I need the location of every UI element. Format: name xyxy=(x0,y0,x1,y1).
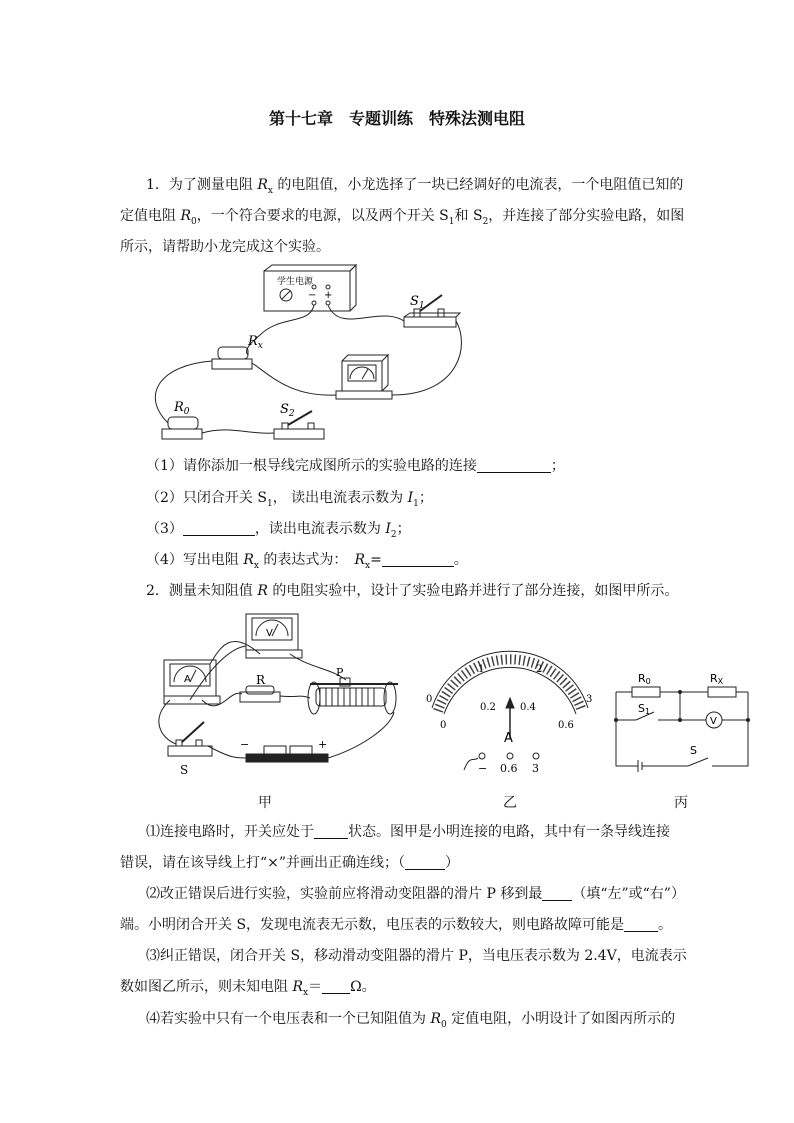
svg-text:3: 3 xyxy=(586,694,593,705)
svg-text:1: 1 xyxy=(478,664,485,675)
power-minus-label: − xyxy=(308,290,317,301)
answer-blank-1[interactable] xyxy=(477,458,551,473)
q1-sub-4: （4）写出电阻 $R_x$ 的表达式为： $R_x=$ 。 xyxy=(146,552,468,571)
caption-jia: 甲 xyxy=(258,795,272,811)
q2-part-3-line-2: 数如图乙所示，则未知电阻 $R_x= \Omega$。 xyxy=(120,979,376,998)
svg-text:0.6: 0.6 xyxy=(558,720,574,731)
svg-text:0.4: 0.4 xyxy=(520,702,536,713)
fig-a-p-label: P xyxy=(336,666,344,679)
svg-text:−: − xyxy=(478,762,488,775)
svg-text:RX: RX xyxy=(710,672,724,686)
svg-text:Rx: $R_x$ xyxy=(248,334,263,351)
q2-intro: 2．测量未知阻值 R 的电阻实验中，设计了实验电路并进行了部分连接，如图甲所示。 xyxy=(146,583,679,599)
fig-a-plus: + xyxy=(318,738,328,751)
svg-text:S1: $S_1$ xyxy=(410,294,425,311)
q1-sub-1: （1）请你添加一根导线完成图所示的实验电路的连接 ； xyxy=(146,458,565,474)
svg-text:0.6: 0.6 xyxy=(500,762,518,775)
svg-text:A: A xyxy=(184,674,191,685)
svg-text:S: S xyxy=(690,744,697,757)
q2-part-4: ⑷若实验中只有一个电压表和一个已知阻值为 $R_0$ 定值电阻，小明设计了如图丙所示的 xyxy=(146,1011,676,1030)
svg-text:3: 3 xyxy=(532,762,539,775)
q2-figure-a xyxy=(150,608,412,778)
q2-part-2: ⑵改正错误后进行实验，实验前应将滑动变阻器的滑片 P 移到最 （填“左”或“右”） xyxy=(146,886,685,902)
answer-blank-q2-2b[interactable] xyxy=(624,917,658,932)
q1-line-2: 定值电阻 $R_0$，一个符合要求的电源，以及两个开关 $S_1$和 $S_2$，并连接了部分实验电路，如图 xyxy=(120,208,685,227)
answer-blank-q2-3[interactable] xyxy=(322,979,350,994)
q1-sub-3: （3） ，读出电流表示数为 $I_2$； xyxy=(146,521,411,540)
svg-text:R0: R0 xyxy=(638,672,651,686)
svg-text:0: 0 xyxy=(426,694,433,705)
power-supply-label: 学生电源 xyxy=(277,277,314,287)
q1-circuit-figure xyxy=(140,265,470,447)
q1-line-1: 1．为了测量电阻 $R_x$ 的电阻值，小龙选择了一块已经调好的电流表，一个电阻值已知的 xyxy=(146,177,684,196)
q2-part-2-line-2: 端。小明闭合开关 S，发现电流表无示数，电压表的示数较大，则电路故障可能是 。 xyxy=(120,917,673,933)
svg-text:V: V xyxy=(266,628,273,639)
svg-text:S2: $S_2$ xyxy=(280,402,295,419)
fig-a-s-label: S xyxy=(180,763,189,777)
q2-figure-c xyxy=(608,664,758,774)
q1-line-3: 所示，请帮助小龙完成这个实验。 xyxy=(120,239,330,255)
answer-blank-q2-2[interactable] xyxy=(542,886,572,901)
svg-text:R0: $R_0$ xyxy=(174,400,190,417)
fig-b-unit: A xyxy=(504,731,513,746)
answer-blank-q2-1[interactable] xyxy=(314,824,348,839)
svg-text:2: 2 xyxy=(536,664,543,675)
q2-figure-b xyxy=(420,658,600,778)
answer-blank-3[interactable] xyxy=(183,521,255,536)
caption-bing: 丙 xyxy=(674,795,688,811)
power-plus-label: + xyxy=(324,290,333,301)
fig-a-r-label: R xyxy=(256,673,266,687)
fig-a-minus: − xyxy=(240,738,250,751)
q2-part-3: ⑶纠正错误，闭合开关 S，移动滑动变阻器的滑片 P，当电压表示数为 2.4V，电流表示 xyxy=(146,948,687,964)
q2-part-1-line-2: 错误，请在该导线上打“×”并画出正确连线；（ ） xyxy=(120,855,460,871)
answer-blank-q2-1b[interactable] xyxy=(405,855,445,870)
caption-yi: 乙 xyxy=(503,795,517,811)
answer-blank-4[interactable] xyxy=(382,552,454,567)
svg-text:V: V xyxy=(710,716,717,727)
q1-sub-2: （2）只闭合开关 $S_1$， 读出电流表示数为 $I_1$； xyxy=(146,490,433,509)
q2-part-1: ⑴连接电路时，开关应处于 状态。图甲是小明连接的电路，其中有一条导线连接 xyxy=(146,824,670,840)
svg-text:0.2: 0.2 xyxy=(480,702,496,713)
page-title: 第十七章 专题训练 特殊法测电阻 xyxy=(268,109,525,128)
svg-text:0: 0 xyxy=(440,720,447,731)
svg-text:S1: S1 xyxy=(638,702,651,716)
